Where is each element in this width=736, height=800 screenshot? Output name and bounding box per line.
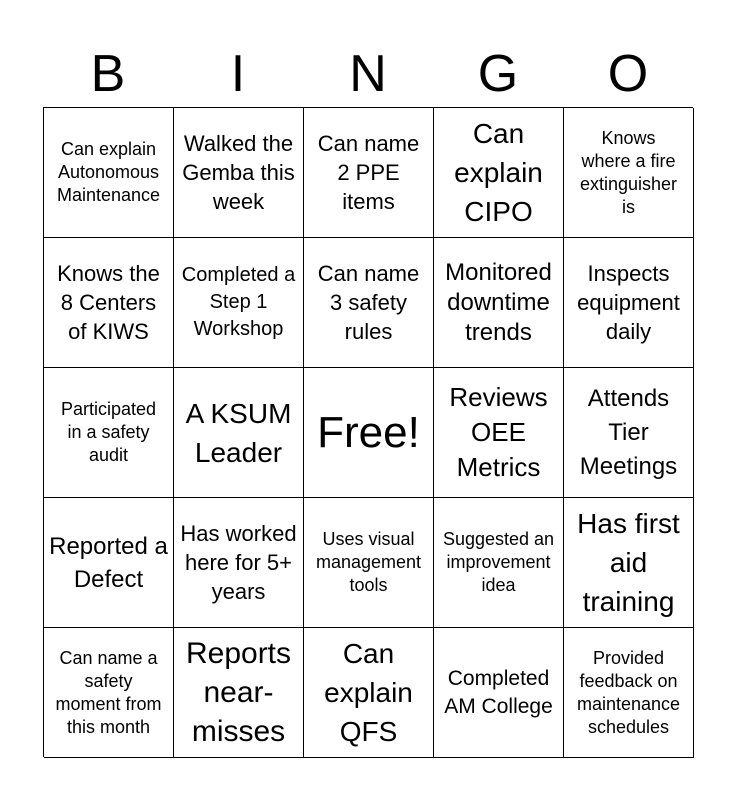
cell-text: Provided feedback on maintenance schedules	[576, 647, 681, 737]
bingo-cell[interactable]	[44, 498, 174, 628]
bingo-cell[interactable]	[434, 498, 564, 628]
bingo-cell[interactable]	[174, 368, 304, 498]
cell-text: Has worked here for 5+ years	[180, 521, 297, 604]
cell-text: Attends Tier Meetings	[579, 384, 678, 480]
cell-text: Knows where a fire extinguisher is	[579, 127, 678, 217]
bingo-cell[interactable]	[304, 238, 434, 368]
bingo-cell[interactable]	[44, 108, 174, 238]
header-letter-b: B	[90, 45, 126, 103]
header-letter-o: O	[607, 45, 649, 103]
cell-text: A KSUM Leader	[185, 397, 292, 468]
cell-text: Reported a Defect	[49, 532, 168, 593]
bingo-cell[interactable]	[44, 238, 174, 368]
bingo-cell[interactable]	[564, 368, 694, 498]
header-letter-g: G	[477, 45, 519, 103]
header-letter-n: N	[349, 45, 387, 103]
bingo-cell[interactable]	[174, 108, 304, 238]
bingo-cell[interactable]	[434, 238, 564, 368]
cell-text: Suggested an improvement idea	[442, 529, 555, 595]
cell-text: Reports near-misses	[185, 637, 292, 748]
bingo-header	[43, 40, 693, 108]
cell-text: Can explain CIPO	[454, 118, 543, 227]
bingo-cell[interactable]	[304, 628, 434, 758]
cell-text: Can name a safety moment from this month	[55, 647, 162, 737]
cell-text: Has first aid training	[577, 508, 680, 617]
cell-text: Uses visual management tools	[315, 529, 422, 595]
cell-text: Completed a Step 1 Workshop	[181, 264, 296, 340]
bingo-cell[interactable]	[174, 628, 304, 758]
cell-text: Reviews OEE Metrics	[449, 382, 548, 482]
bingo-cell[interactable]	[174, 498, 304, 628]
cell-text: Can explain Autonomous Maintenance	[56, 139, 161, 205]
bingo-cell[interactable]	[434, 628, 564, 758]
bingo-cell[interactable]	[174, 238, 304, 368]
bingo-cell[interactable]	[564, 238, 694, 368]
bingo-cell[interactable]	[44, 628, 174, 758]
bingo-cell[interactable]	[304, 498, 434, 628]
cell-text: Walked the Gemba this week	[182, 131, 295, 214]
bingo-cell[interactable]	[564, 628, 694, 758]
cell-text: Free!	[317, 407, 420, 457]
bingo-cell[interactable]	[304, 108, 434, 238]
free-space[interactable]	[304, 368, 434, 498]
cell-text: Can name 3 safety rules	[317, 261, 420, 344]
header-letter-i: I	[230, 45, 246, 103]
cell-text: Knows the 8 Centers of KIWS	[57, 261, 160, 344]
cell-text: Monitored downtime trends	[445, 258, 552, 346]
bingo-grid	[43, 107, 693, 757]
bingo-cell[interactable]	[434, 368, 564, 498]
bingo-cell[interactable]	[564, 108, 694, 238]
cell-text: Inspects equipment daily	[577, 261, 680, 344]
bingo-cell[interactable]	[564, 498, 694, 628]
cell-text: Completed AM College	[444, 666, 553, 718]
bingo-cell[interactable]	[44, 368, 174, 498]
bingo-cell[interactable]	[434, 108, 564, 238]
cell-text: Can name 2 PPE items	[317, 131, 420, 214]
cell-text: Participated in a safety audit	[60, 399, 157, 465]
cell-text: Can explain QFS	[324, 638, 413, 747]
